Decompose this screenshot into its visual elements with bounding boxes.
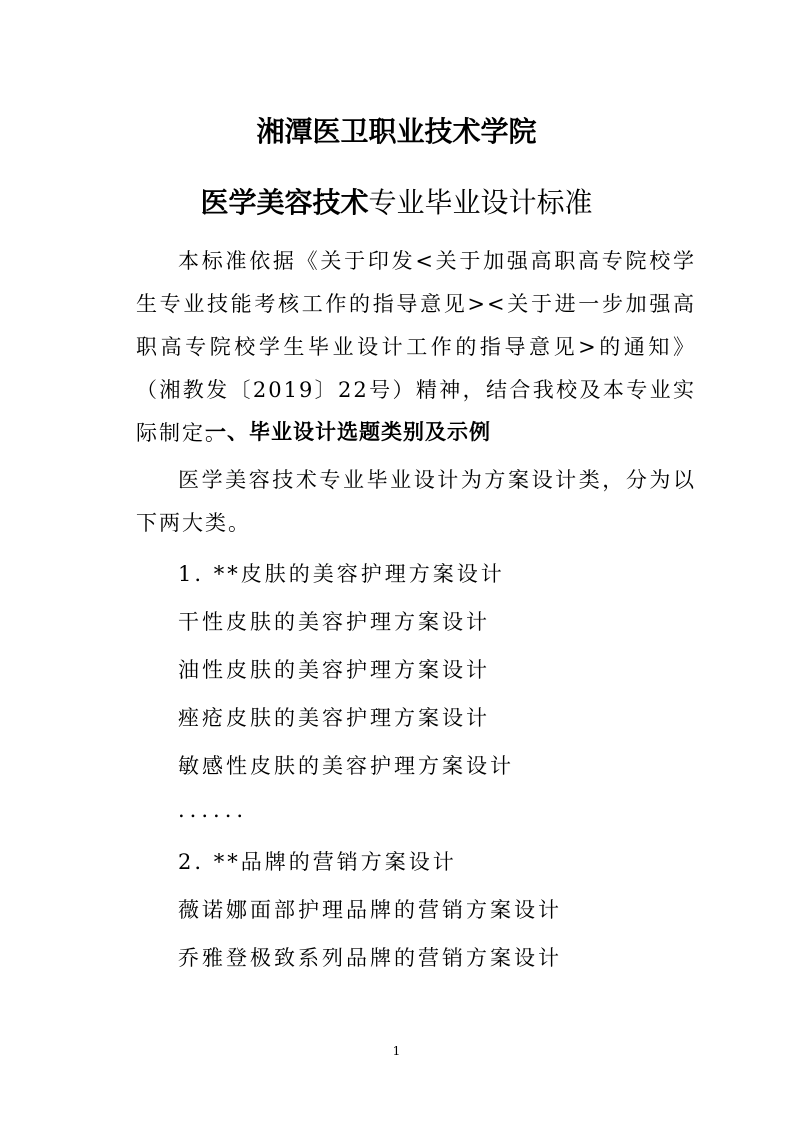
list-item: 干性皮肤的美容护理方案设计: [178, 610, 490, 634]
intro-paragraph: 本标准依据《关于印发<关于加强高职高专院校学生专业技能考核工作的指导意见><关于进一步加强高职高专院校学生毕业设计工作的指导意见>的通知》（湘教发〔2019〕22号）精神，结合我校及本专业实际制定。: [136, 249, 696, 445]
section-1-heading: 一、毕业设计选题类别及示例: [205, 420, 491, 444]
title-major-name: 医学美容技术: [200, 186, 369, 219]
list-item-ellipsis: ......: [178, 798, 249, 822]
list-item-category-1: 1. **皮肤的美容护理方案设计: [178, 562, 505, 586]
list-item-category-2: 2. **品牌的营销方案设计: [178, 850, 457, 874]
list-item: 痤疮皮肤的美容护理方案设计: [178, 706, 490, 730]
title-standard-name: 专业毕业设计标准: [368, 186, 593, 219]
list-item: 油性皮肤的美容护理方案设计: [178, 658, 490, 682]
list-item: 薇诺娜面部护理品牌的营销方案设计: [178, 898, 562, 922]
document-title-standard: [0, 181, 793, 221]
list-item: 敏感性皮肤的美容护理方案设计: [178, 754, 514, 778]
list-item: 乔雅登极致系列品牌的营销方案设计: [178, 946, 562, 970]
document-title-school: 湘潭医卫职业技术学院: [256, 115, 537, 148]
section-1-paragraph: 医学美容技术专业毕业设计为方案设计类，分为以下两大类。: [136, 468, 696, 535]
page-number: 1: [392, 1044, 401, 1058]
